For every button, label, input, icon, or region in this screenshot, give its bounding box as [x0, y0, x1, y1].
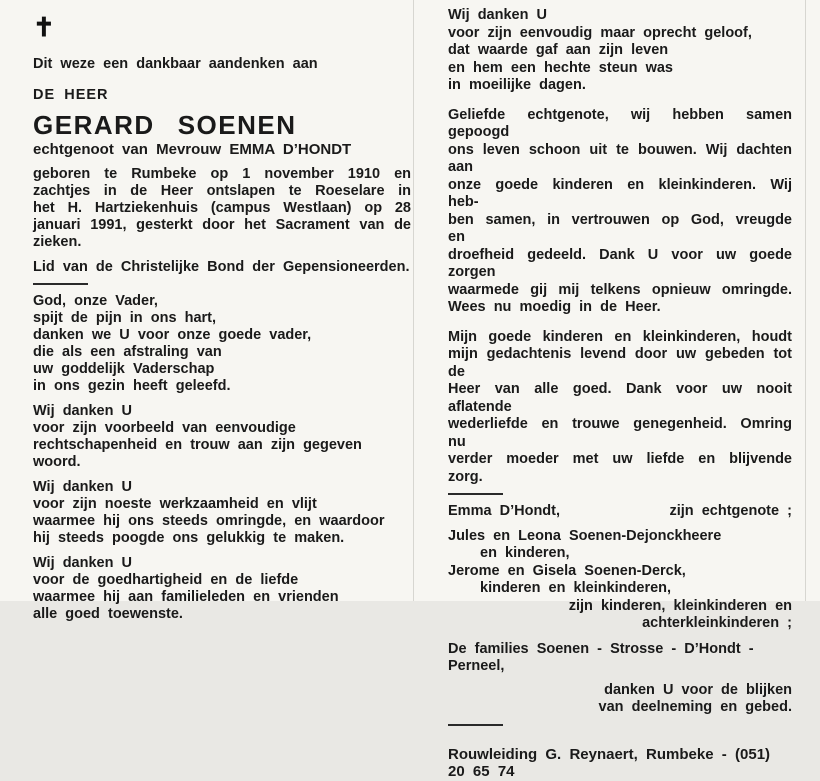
text-line: zachtjes in de Heer ontslapen te Roeselare in [33, 183, 411, 199]
families-line: De families Soenen - Strosse - D’Hondt - Perneel, [448, 640, 754, 674]
gratitude-lines [448, 682, 792, 717]
biography-paragraph [33, 166, 411, 251]
intro-text: Dit weze een dankbaar aandenken aan [33, 56, 318, 72]
widow-role: zijn echtgenote ; [669, 503, 792, 519]
text-line: Wees nu moedig in de Heer. [448, 299, 661, 315]
widow-row [448, 503, 792, 521]
text-line: voor zijn voorbeeld van eenvoudige [33, 420, 296, 436]
section-divider [448, 493, 503, 495]
family-line: achterkleinkinderen ; [642, 615, 792, 631]
text-line: Wij danken U [33, 555, 133, 571]
text-line: Geliefde echtgenote, wij hebben samen gepoogd [448, 106, 792, 140]
section-divider [448, 724, 503, 726]
text-line: voor zijn eenvoudig maar oprecht geloof, [448, 24, 752, 41]
message-to-children [448, 329, 792, 487]
salutation: DE HEER [33, 87, 109, 103]
card-fold-line [413, 0, 414, 601]
text-line: uw goddelijk Vaderschap [33, 361, 215, 377]
thanks-verse-3 [33, 555, 411, 623]
text-line: ben samen, in vertrouwen op God, vreugde en [448, 211, 792, 245]
text-line: dat waarde gaf aan zijn leven [448, 42, 669, 58]
thanks-verse-4 [448, 0, 792, 95]
text-line: God, onze Vader, [33, 293, 158, 309]
text-line: geboren te Rumbeke op 1 november 1910 en [33, 166, 411, 182]
section-divider [33, 283, 88, 285]
card-edge-line [805, 0, 806, 601]
left-column [33, 0, 411, 623]
text-line: Mijn goede kinderen en kleinkinderen, houdt [448, 328, 792, 345]
text-line: voor zijn noeste werkzaamheid en vlijt [33, 496, 317, 512]
text-line: voor de goedhartigheid en de liefde [33, 572, 299, 588]
text-line: rechtschapenheid en trouw aan zijn gegeven woord. [33, 437, 362, 470]
text-line: in moeilijke dagen. [448, 77, 586, 93]
cross-icon: ✝ [33, 12, 55, 42]
text-line: danken U voor de blijken [604, 681, 792, 698]
family-line: Jerome en Gisela Soenen-Derck, [448, 562, 686, 579]
text-line: waarmee hij aan familieleden en vrienden [33, 589, 339, 605]
text-line: Wij danken U [33, 403, 133, 419]
deceased-name: GERARD SOENEN [33, 110, 297, 140]
text-line: van deelneming en gebed. [598, 699, 792, 715]
right-column [448, 0, 792, 781]
text-line: waarmede gij mij telkens opnieuw omringde. [448, 281, 792, 298]
membership-line: Lid van de Christelijke Bond der Gepensioneerden. [33, 259, 410, 275]
family-line: kinderen en kleinkinderen, [480, 580, 672, 596]
text-line: Wij danken U [448, 7, 548, 23]
text-line: Heer van alle goed. Dank voor uw nooit aflatende [448, 381, 792, 415]
widow-name: Emma D’Hondt, [448, 503, 561, 519]
family-line: en kinderen, [480, 545, 570, 561]
thanks-verse-2 [33, 479, 411, 547]
text-line: verder moeder met uw liefde en blijvende zorg. [448, 451, 792, 485]
text-line: danken we U voor onze goede vader, [33, 327, 312, 343]
prayer-verse [33, 293, 411, 395]
text-line: droefheid gedeeld. Dank U voor uw goede zorgen [448, 246, 792, 280]
family-list [448, 528, 792, 633]
text-line: alle goed toewenste. [33, 606, 183, 622]
text-line: en hem een hechte steun was [448, 59, 673, 76]
family-line: Jules en Leona Soenen-Dejonckheere [448, 527, 722, 544]
text-line: ons leven schoon uit te bouwen. Wij dachten aan [448, 141, 792, 175]
spouse-line: echtgenoot van Mevrouw EMMA D’HONDT [33, 141, 352, 158]
text-line: onze goede kinderen en kleinkinderen. Wij heb- [448, 176, 792, 210]
family-line: zijn kinderen, kleinkinderen en [568, 597, 792, 614]
text-line: wederliefde en trouwe genegenheid. Omring nu [448, 416, 792, 450]
text-line: spijt de pijn in ons hart, [33, 310, 217, 326]
thanks-verse-1 [33, 403, 411, 471]
funeral-director-line: Rouwleiding G. Reynaert, Rumbeke - (051) 20 65 74 [448, 745, 771, 780]
text-line: in ons gezin heeft geleefd. [33, 378, 231, 394]
text-line: mijn gedachtenis levend door uw gebeden tot de [448, 346, 792, 380]
text-line: januari 1991, gesterkt door het Sacrament van de [33, 217, 411, 233]
text-line: het H. Hartziekenhuis (campus Westlaan) op 28 [33, 200, 411, 216]
text-line: die als een afstraling van [33, 344, 222, 360]
message-to-spouse [448, 107, 792, 317]
text-line: hij steeds poogde ons gelukkig te maken. [33, 530, 345, 546]
text-line: waarmee hij ons steeds omringde, en waardoor [33, 513, 385, 529]
text-line: zieken. [33, 234, 82, 250]
text-line: Wij danken U [33, 479, 133, 495]
